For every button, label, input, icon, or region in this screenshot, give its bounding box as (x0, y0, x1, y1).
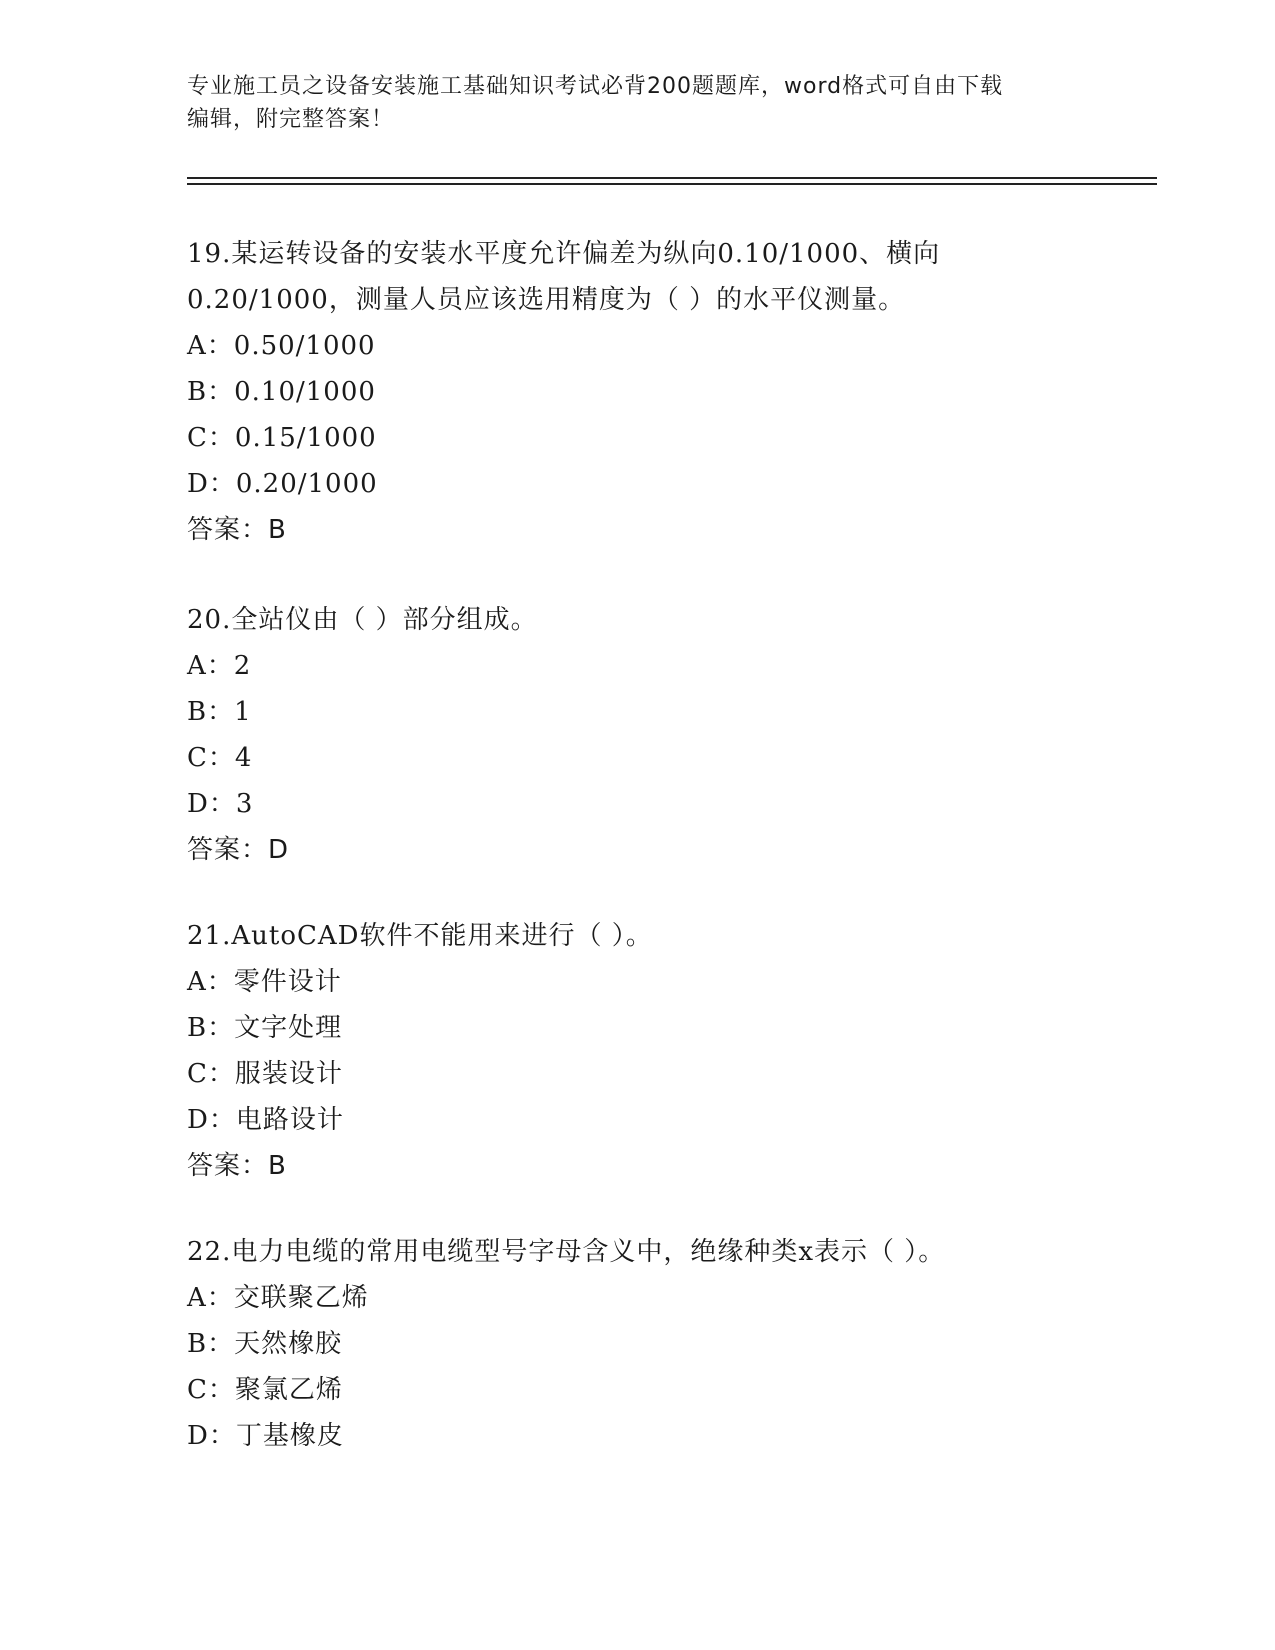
option-d (187, 461, 1167, 507)
question-stem: 21.AutoCAD软件不能用来进行（ ）。 (187, 921, 653, 951)
option-text: 交联聚乙烯 (233, 1283, 369, 1313)
option-d (187, 781, 1167, 827)
header-title-line-1: 专业施工员之设备安装施工基础知识考试必背200题题库，word格式可自由下载 (187, 74, 1004, 99)
option-b (187, 369, 1167, 415)
option-a (187, 643, 1167, 689)
option-c (187, 415, 1167, 461)
option-letter: D： (187, 789, 236, 819)
option-b (187, 1321, 1167, 1367)
option-d (187, 1097, 1167, 1143)
option-text: 天然橡胶 (234, 1329, 343, 1359)
question-20 (187, 597, 1167, 873)
option-text: 2 (233, 651, 252, 681)
answer-line: 答案：B (187, 1151, 287, 1181)
option-a (187, 959, 1167, 1005)
document-header (187, 70, 1067, 136)
header-title-line-2: 编辑，附完整答案！ (187, 107, 395, 132)
option-letter: B： (187, 1329, 235, 1359)
option-text: 0.50/1000 (233, 331, 376, 361)
option-text: 零件设计 (233, 967, 342, 997)
option-letter: C： (187, 1375, 235, 1405)
option-c (187, 1367, 1167, 1413)
option-letter: D： (187, 469, 236, 499)
option-letter: A： (187, 651, 234, 681)
option-text: 0.10/1000 (234, 377, 376, 407)
question-stem-continued: 0.20/1000，测量人员应该选用精度为（ ）的水平仪测量。 (187, 285, 906, 315)
option-a (187, 1275, 1167, 1321)
option-b (187, 1005, 1167, 1051)
option-text: 电路设计 (235, 1105, 344, 1135)
header-divider-bottom (187, 183, 1157, 185)
option-letter: A： (187, 331, 234, 361)
question-21 (187, 913, 1167, 1189)
option-text: 文字处理 (234, 1013, 343, 1043)
option-text: 0.15/1000 (234, 423, 377, 453)
option-letter: D： (187, 1105, 236, 1135)
option-text: 聚氯乙烯 (234, 1375, 343, 1405)
option-c (187, 735, 1167, 781)
option-b (187, 689, 1167, 735)
option-text: 4 (234, 743, 253, 773)
option-text: 0.20/1000 (235, 469, 378, 499)
answer-line: 答案：B (187, 515, 287, 545)
question-22 (187, 1229, 1167, 1459)
header-divider-top (187, 177, 1157, 179)
question-stem: 19.某运转设备的安装水平度允许偏差为纵向0.10/1000、横向 (187, 239, 941, 269)
option-letter: A： (187, 967, 234, 997)
option-letter: B： (187, 377, 235, 407)
option-text: 丁基橡皮 (235, 1421, 344, 1451)
option-letter: C： (187, 743, 235, 773)
option-letter: D： (187, 1421, 236, 1451)
option-letter: C： (187, 1059, 235, 1089)
answer-line: 答案：D (187, 835, 290, 865)
option-d (187, 1413, 1167, 1459)
option-text: 服装设计 (234, 1059, 343, 1089)
question-stem: 20.全站仪由（ ）部分组成。 (187, 605, 538, 635)
option-c (187, 1051, 1167, 1097)
option-text: 1 (234, 697, 252, 727)
option-text: 3 (235, 789, 254, 819)
option-letter: B： (187, 697, 235, 727)
question-19 (187, 231, 1167, 553)
option-letter: A： (187, 1283, 234, 1313)
question-stem: 22.电力电缆的常用电缆型号字母含义中，绝缘种类x表示（ ）。 (187, 1237, 946, 1267)
option-letter: B： (187, 1013, 235, 1043)
option-letter: C： (187, 423, 235, 453)
option-a (187, 323, 1167, 369)
